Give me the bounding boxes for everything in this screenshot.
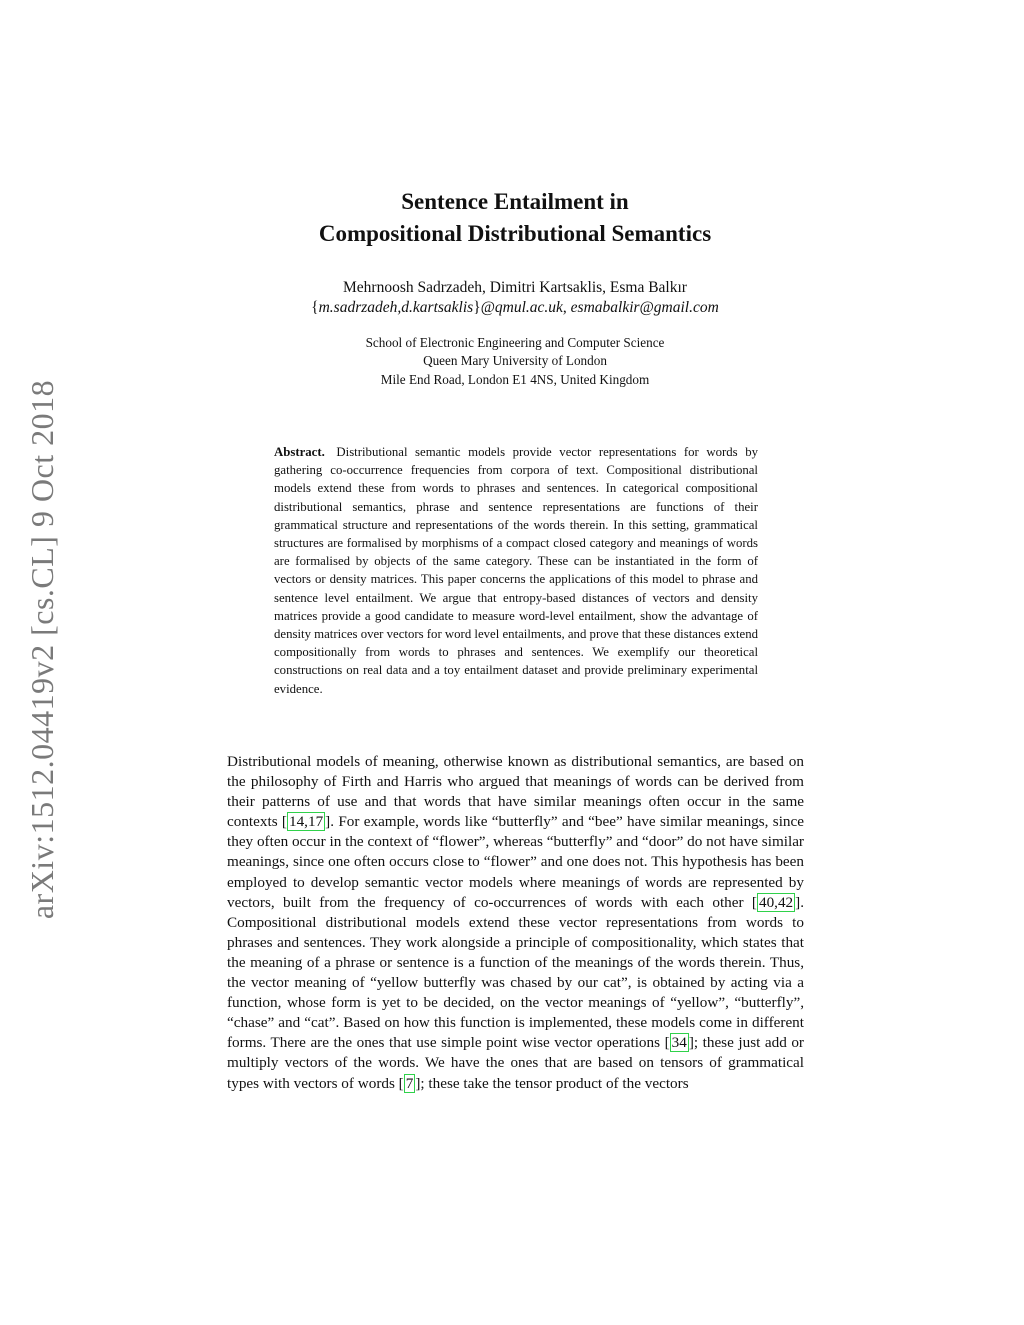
citation-link[interactable]: 14,17: [288, 813, 324, 831]
affiliation-line-3: Mile End Road, London E1 4NS, United Kingdom: [380, 371, 650, 387]
email-brace-close: }: [473, 299, 481, 316]
intro-text-1: Distributional models of meaning, otherwise known as distributional semantics, are based on the philosophy of Firth and Harris who argued that meanings of words can be derived from their patterns of use and that words that have similar meanings often occur in the same contexts [: [227, 753, 804, 831]
email-domain: @qmul.ac.uk: [480, 299, 563, 316]
email-other: esmabalkir@gmail.com: [570, 299, 719, 316]
arxiv-identifier-text: arXiv:1512.04419v2 [cs.CL] 9 Oct 2018: [24, 379, 61, 919]
arxiv-identifier-stamp: [22, 368, 64, 930]
abstract-text: Distributional semantic models provide vector representations for words by gathering co-occurrence frequencies from corpora of text. Compositional distributional models extend these from words to phrases and sentences. In categorical compositional distributional semantics, phrase and sentence representations are functions of their grammatical structure and representations of the words therein. In this setting, grammatical structures are formalised by morphisms of a compact closed category and meanings of words are formalised by objects of the same category. These can be instantiated in the form of vectors or density matrices. This paper concerns the applications of this model to phrase and sentence level entailment. We argue that entropy-based distances of vectors and density matrices provide a good candidate to measure word-level entailment, show the advantage of density matrices over vectors for word level entailments, and prove that these distances extend compositionally from words to phrases and sentences. We exemplify our theoretical constructions on real data and a toy entailment dataset and provide preliminary experimental evidence.: [274, 445, 759, 696]
intro-text-4: ]; these just add or multiply vectors of the words. We have the ones that are based on tensors of grammatical types with vectors of words [: [227, 1034, 804, 1092]
intro-text-3: ]. Compositional distributional models extend these vector representations from words to phrases and sentences. They work alongside a principle of compositionality, which states that the meaning of a phrase or sentence is a function of the meanings of the words therein. Thus, the vector meaning of “yellow butterfly was chased by our cat”, is obtained by acting via a function, whose form is yet to be decided, on the vector meanings of “yellow”, “butterfly”, “chase” and “cat”. Based on how this function is implemented, these models come in different forms. There are the ones that use simple point wise vector operations [: [227, 893, 804, 1052]
paper-title-line-1: Sentence Entailment in: [401, 189, 629, 214]
author-emails: [228, 298, 802, 318]
email-brace-open: {: [311, 299, 319, 316]
citation-link[interactable]: 7: [405, 1074, 414, 1092]
abstract-label: Abstract.: [274, 445, 325, 459]
email-separator: ,: [562, 299, 571, 316]
author-list: Mehrnoosh Sadrzadeh, Dimitri Kartsaklis, Esma Balkır: [343, 279, 687, 296]
affiliation: [228, 334, 802, 389]
abstract: [274, 443, 758, 698]
affiliation-line-2: Queen Mary University of London: [423, 353, 607, 369]
email-group: m.sadrzadeh,d.kartsaklis: [318, 299, 474, 316]
intro-paragraph: [227, 752, 804, 1094]
intro-text-2: ]. For example, words like “butterfly” and “bee” have similar meanings, since they often occur in the context of “flower”, whereas “butterfly” and “door” do not have similar meanings, since one often occurs close to “flower” and one does not. This hypothesis has been employed to develop semantic vector models where meanings of words are represented by vectors, built from the frequency of co-occurrences of words with each other [: [227, 813, 804, 911]
citation-link[interactable]: 34: [671, 1034, 687, 1052]
paper-header: [228, 186, 802, 389]
affiliation-line-1: School of Electronic Engineering and Computer Science: [365, 335, 665, 350]
citation-link[interactable]: 40,42: [758, 893, 794, 911]
intro-text-5: ]; these take the tensor product of the vectors: [415, 1074, 689, 1092]
paper-title-line-2: Compositional Distributional Semantics: [318, 221, 712, 246]
